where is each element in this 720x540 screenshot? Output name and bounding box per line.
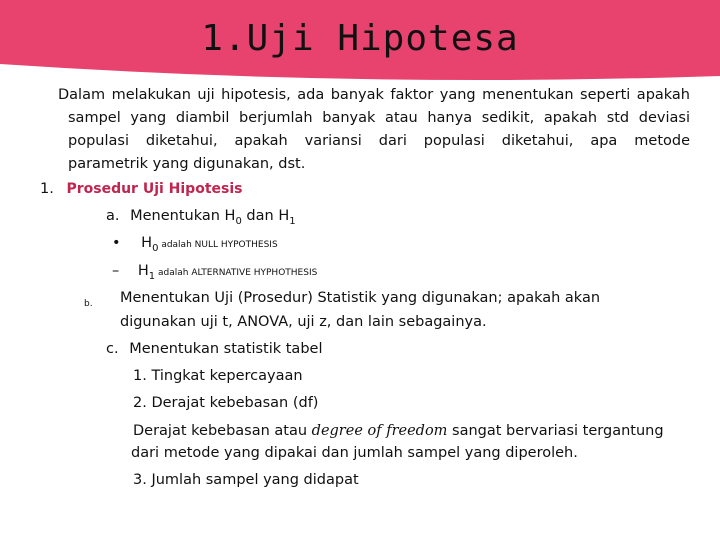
h0-sub: 0: [152, 242, 159, 254]
h1-subscript: 1: [289, 215, 296, 227]
intro-paragraph: [58, 84, 690, 176]
bullet-h0: [112, 232, 278, 260]
item-c-text: Menentukan statistik tabel: [129, 341, 323, 357]
item-a-text: Menentukan H: [130, 208, 236, 224]
h0-subscript: 0: [235, 215, 242, 227]
slide-title: 1.Uji Hipotesa: [201, 18, 519, 59]
df-explanation-line2: dari metode yang dipakai dan jumlah sampel yang diperoleh.: [131, 445, 578, 461]
df-italic: degree of freedom: [311, 423, 448, 439]
h1-label: H: [137, 263, 149, 279]
intro-line: Dalam melakukan uji hipotesis, ada banyak faktor yang menentukan seperti apakah: [58, 87, 690, 103]
df-explanation: [133, 420, 664, 443]
h1-desc: adalah ALTERNATIVE HYPHOTHESIS: [155, 268, 318, 278]
item-a: [106, 205, 296, 233]
section-number: 1.: [40, 181, 54, 197]
h0-label: H: [141, 235, 153, 251]
item-b-line: Menentukan Uji (Prosedur) Statistik yang digunakan; apakah akan: [120, 290, 601, 306]
list-item: 2. Derajat kebebasan (df): [133, 395, 319, 411]
h0-desc: adalah NULL HYPOTHESIS: [158, 240, 278, 250]
item-a-and: dan H: [241, 208, 290, 224]
intro-line: populasi diketahui, apakah variansi dari populasi diketahui, apa metode: [68, 133, 690, 149]
dash-icon: –: [112, 263, 120, 279]
intro-line: parametrik yang digunakan, dst.: [68, 156, 306, 172]
item-c-letter: c.: [106, 341, 119, 357]
section-title: Prosedur Uji Hipotesis: [66, 181, 243, 197]
section-heading: [40, 178, 242, 201]
intro-line: sampel yang diambil berjumlah banyak atau hanya sedikit, apakah std deviasi: [68, 110, 690, 126]
df-text: Derajat kebebasan atau: [133, 423, 312, 439]
df-text: sangat bervariasi tergantung: [447, 423, 664, 439]
bullet-h1: [112, 260, 317, 288]
bullet-icon: •: [112, 235, 121, 251]
list-item: 1. Tingkat kepercayaan: [133, 368, 303, 384]
item-a-letter: a.: [106, 208, 120, 224]
h1-sub: 1: [148, 270, 156, 282]
item-b-line: digunakan uji t, ANOVA, uji z, dan lain sebagainya.: [120, 314, 487, 330]
item-b-letter: b.: [84, 299, 93, 309]
list-item: 3. Jumlah sampel yang didapat: [133, 472, 359, 488]
item-c: [106, 338, 322, 361]
